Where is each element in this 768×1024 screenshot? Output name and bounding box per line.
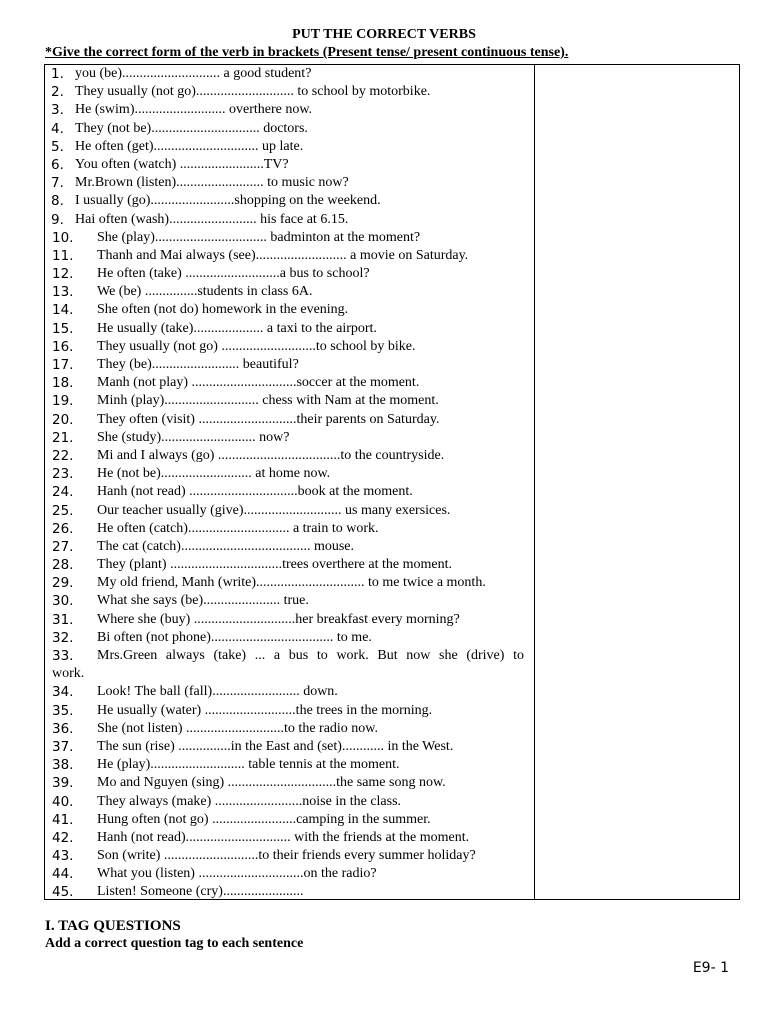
exercise-number: 45. [52,884,74,901]
exercise-item [45,683,531,701]
exercise-item [45,538,531,556]
exercise-text: Look! The ball (fall)......................... down. [97,684,338,700]
exercise-text: He often (take) ...........................a bus to school? [97,266,370,282]
page-label: E9- 1 [692,960,729,976]
exercise-text: you (be)............................ a good student? [75,66,312,81]
exercise-text: The sun (rise) ...............in the East and (set)............ in the West. [97,738,454,754]
exercise-text: She often (not do) homework in the evening. [97,302,349,318]
exercise-text: Manh (not play) ..............................soccer at the moment. [97,375,420,391]
exercise-text: Mo and Nguyen (sing) ...............................the same song now. [97,775,446,791]
exercise-item [45,65,531,83]
exercise-text: He (play)........................... table tennis at the moment. [97,757,400,773]
section-title: I. TAG QUESTIONS [45,918,181,934]
exercise-number: 4. [51,120,64,137]
instruction-end: . [564,45,569,60]
exercise-number: 31. [52,611,74,628]
exercise-text: He often (catch)............................. a train to work. [97,520,379,536]
exercise-item [45,120,531,138]
exercise-number: 22. [52,447,74,464]
exercise-text: You often (watch) ........................TV? [75,156,289,172]
exercise-text: Listen! Someone (cry)....................... [97,884,304,900]
exercise-number: 36. [52,720,74,737]
exercise-text: What she says (be)...................... true. [97,593,309,609]
exercise-number: 10. [52,229,74,246]
exercise-item [45,502,531,520]
exercise-item [45,429,531,447]
exercise-number: 41. [52,811,74,828]
exercise-item [45,829,531,847]
exercise-number: 42. [52,829,74,846]
exercise-text: She (not listen) ............................to the radio now. [97,720,379,736]
exercise-text: My old friend, Manh (write)............................... to me twice a month. [97,575,486,591]
exercise-list [45,65,531,902]
exercise-number: 30. [52,593,74,610]
answer-column-divider [534,65,535,899]
exercise-item [45,465,531,483]
exercise-text: She (play)................................ badminton at the moment? [97,229,421,245]
exercise-item [45,883,531,901]
exercise-item [45,392,531,410]
exercise-number: 6. [51,156,64,173]
exercise-text: They usually (not go)............................ to school by motorbike. [75,84,431,100]
exercise-number: 20. [52,411,74,428]
exercise-number: 13. [52,284,74,301]
exercise-item [45,556,531,574]
exercise-text: He (not be).......................... at home now. [97,466,331,482]
exercise-item [45,611,531,629]
exercise-number: 2. [51,84,64,101]
instruction-text: *Give the correct form of the verb in brackets (Present tense/ present continuous tense) [45,45,565,60]
exercise-number: 24. [52,484,74,501]
exercise-number: 3. [51,102,64,119]
exercise-item [45,629,531,647]
exercise-text: The cat (catch)..................................... mouse. [97,538,354,554]
exercise-text: He (swim).......................... overthere now. [75,102,313,118]
exercise-table [44,64,740,900]
page-title: PUT THE CORRECT VERBS [292,27,476,42]
exercise-number: 28. [52,557,74,574]
exercise-item [45,774,531,792]
exercise-text: We (be) ...............students in class 6A. [97,284,313,300]
exercise-number: 27. [52,538,74,555]
exercise-text: She (study)........................... now? [97,429,290,445]
exercise-item [45,283,531,301]
exercise-number: 18. [52,375,74,392]
exercise-number: 29. [52,575,74,592]
exercise-item [45,229,531,247]
exercise-number: 40. [52,793,74,810]
exercise-item [45,865,531,883]
exercise-item [45,592,531,610]
exercise-number: 1. [51,66,64,82]
exercise-item [45,847,531,865]
exercise-number: 34. [52,684,74,701]
exercise-text: Thanh and Mai always (see).......................... a movie on Saturday. [97,247,469,263]
exercise-text: They (not be)............................... doctors. [75,120,308,136]
exercise-number: 37. [52,738,74,755]
exercise-item [45,574,531,592]
exercise-text: He often (get).............................. up late. [75,138,304,154]
exercise-text: I usually (go)........................shopping on the weekend. [75,193,381,209]
exercise-item [45,320,531,338]
exercise-item [45,83,531,101]
exercise-text: They (plant) ................................trees overthere at the moment. [97,557,452,573]
exercise-number: 23. [52,466,74,483]
exercise-number: 33. [52,648,74,664]
section-subtitle: Add a correct question tag to each sentence [45,936,304,951]
exercise-item [45,793,531,811]
exercise-number: 7. [51,175,64,192]
exercise-number: 9. [51,211,64,228]
exercise-item [45,374,531,392]
exercise-number: 35. [52,702,74,719]
exercise-item [45,338,531,356]
exercise-number: 11. [52,247,74,264]
exercise-item [45,301,531,319]
exercise-item [45,211,531,229]
exercise-number: 19. [52,393,74,410]
exercise-text: Hung often (not go) ........................camping in the summer. [97,811,431,827]
exercise-number: 8. [51,193,64,210]
exercise-item [45,156,531,174]
exercise-text: Mi and I always (go) ...................................to the countryside. [97,447,445,463]
exercise-text: Where she (buy) .............................her breakfast every morning? [97,611,460,627]
exercise-number: 38. [52,757,74,774]
exercise-item [45,756,531,774]
exercise-item [45,483,531,501]
exercise-number: 5. [51,138,64,155]
exercise-text: Hai often (wash)......................... his face at 6.15. [75,211,349,227]
exercise-item [45,738,531,756]
exercise-text-continued: work. [52,666,85,682]
exercise-number: 39. [52,775,74,792]
exercise-number: 12. [52,266,74,283]
exercise-item [45,101,531,119]
exercise-text: They (be)......................... beautiful? [97,357,299,372]
exercise-item [45,702,531,720]
exercise-text: Mr.Brown (listen)......................... to music now? [75,175,349,191]
exercise-number: 14. [52,302,74,319]
exercise-number: 16. [52,338,74,355]
exercise-number: 25. [52,502,74,519]
exercise-text: Bi often (not phone)................................... to me. [97,629,372,645]
exercise-text: Our teacher usually (give)............................ us many exersices. [97,502,451,518]
exercise-text: What you (listen) ..............................on the radio? [97,866,377,882]
exercise-number: 17. [52,357,74,373]
exercise-item [45,647,531,683]
exercise-number: 15. [52,320,74,337]
exercise-item [45,247,531,265]
exercise-text: He usually (take).................... a taxi to the airport. [97,320,377,336]
exercise-text: They often (visit) ............................their parents on Saturday. [97,411,440,427]
exercise-number: 26. [52,520,74,537]
exercise-item [45,192,531,210]
exercise-text: Minh (play)........................... chess with Nam at the moment. [97,393,439,409]
exercise-item [45,720,531,738]
exercise-number: 32. [52,629,74,646]
exercise-text: Mrs.Green always (take) ... a bus to work. But now she (drive) to [97,648,524,663]
exercise-item [45,411,531,429]
exercise-text: He usually (water) ..........................the trees in the morning. [97,702,433,718]
exercise-text: They always (make) .........................noise in the class. [97,793,402,809]
exercise-item [45,138,531,156]
exercise-number: 43. [52,848,74,865]
exercise-number: 21. [52,429,74,446]
exercise-item [45,265,531,283]
exercise-text: Son (write) ...........................to their friends every summer holiday? [97,848,476,864]
exercise-item [45,520,531,538]
exercise-text: Hanh (not read) ...............................book at the moment. [97,484,413,500]
exercise-item [45,174,531,192]
exercise-text: They usually (not go) ...........................to school by bike. [97,338,416,354]
exercise-item [45,811,531,829]
exercise-item [45,447,531,465]
exercise-number: 44. [52,866,74,883]
exercise-text: Hanh (not read).............................. with the friends at the moment. [97,829,470,845]
exercise-item [45,356,531,374]
instruction [45,45,568,61]
